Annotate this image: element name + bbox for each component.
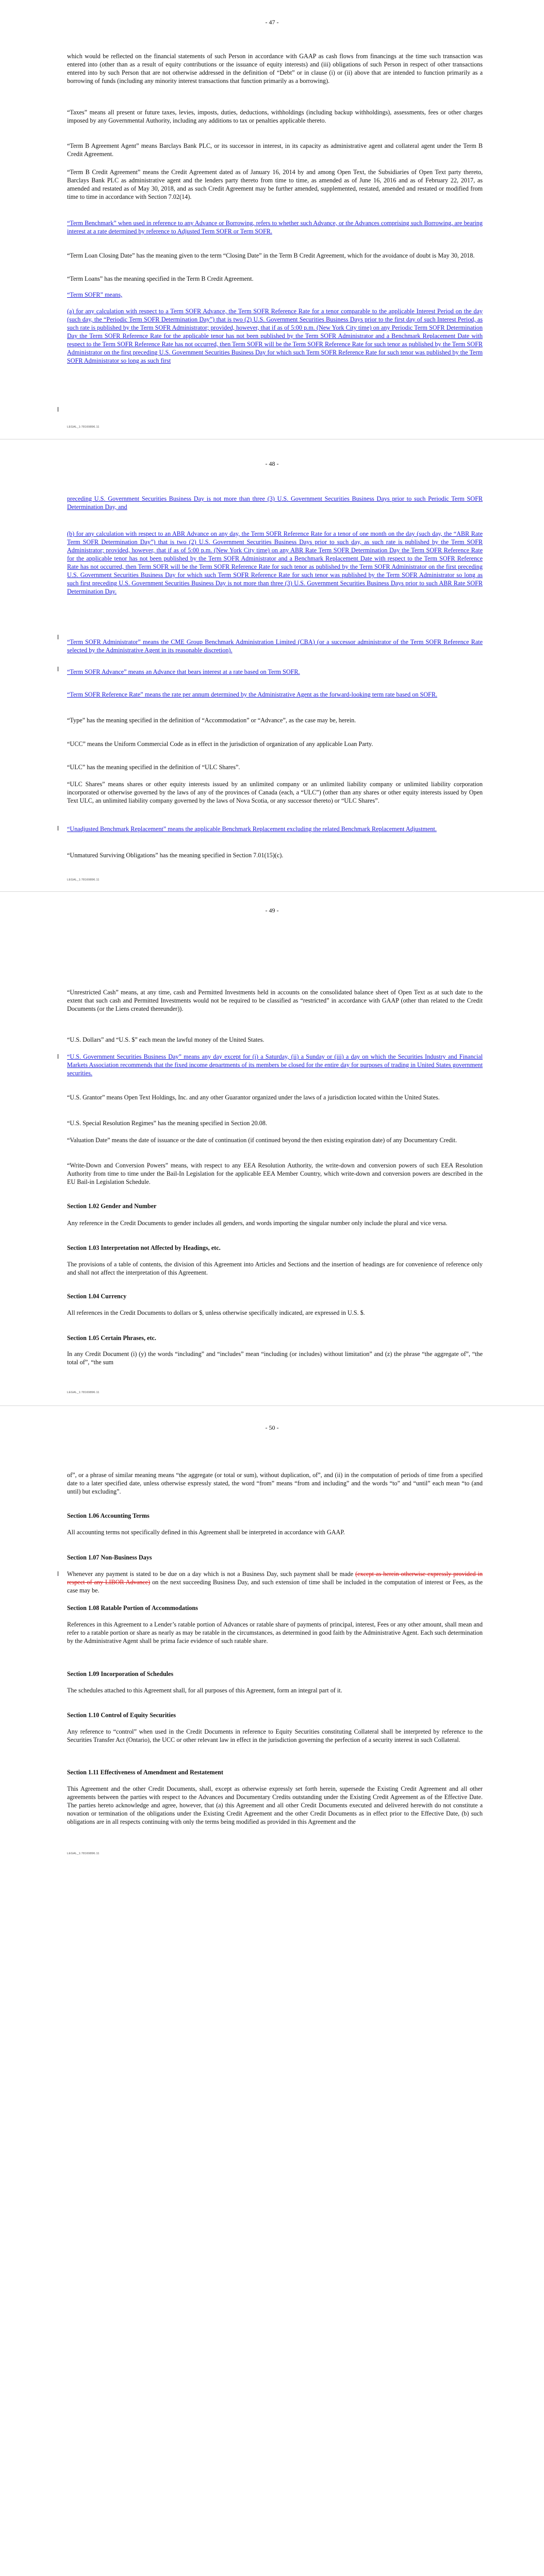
section-1-09-heading: Section 1.09 Incorporation of Schedules bbox=[67, 1670, 174, 1677]
section-1-05-text: In any Credit Document (i) (y) the words “including” and “includes” mean “including (or includes) without limitation” and (z) the phrase “the aggregate of”, “the total of”, “the sum bbox=[67, 1350, 483, 1366]
page-number: - 47 - bbox=[265, 19, 279, 26]
definition-term-b-credit-agreement: “Term B Credit Agreement” means the Credit Agreement dated as of January 16, 2014 by and among Open Text, the Subsidiaries of Open Text party thereto, Barclays Bank PLC as administrative agent and the lenders party thereto from time to time, as amended as of June 16, 2016 and as of February 22, 2017, as amended and restated as of May 30, 2018, and as such Credit Agreement may be further amended, supplemented, restated, amended and restated or modified from time to time in accordance with Section 7.02(14). bbox=[67, 168, 483, 200]
definition-ulc: “ULC” has the meaning specified in the definition of “ULC Shares”. bbox=[67, 764, 240, 771]
section-1-08-heading: Section 1.08 Ratable Portion of Accommodations bbox=[67, 1604, 198, 1612]
section-1-11-heading: Section 1.11 Effectiveness of Amendment and Restatement bbox=[67, 1769, 223, 1776]
definition-us-government-securities-business-day: “U.S. Government Securities Business Day” means any day except for (i) a Saturday, (ii) a Sunday or (iii) a day on which the Securities Industry and Financial Markets Association recommends that the fixed income departments of its members be closed for the entire day for purposes of trading in United States government securities. bbox=[67, 1053, 483, 1077]
page-divider bbox=[0, 1405, 544, 1406]
section-1-07-heading: Section 1.07 Non-Business Days bbox=[67, 1554, 152, 1561]
section-1-06-text: All accounting terms not specifically defined in this Agreement shall be interpreted in accordance with GAAP. bbox=[67, 1529, 345, 1536]
section-1-02-heading: Section 1.02 Gender and Number bbox=[67, 1202, 157, 1210]
section-1-04-text: All references in the Credit Documents to dollars or $, unless otherwise specifically indicated, are expressed in U.S. $. bbox=[67, 1309, 365, 1316]
definition-valuation-date: “Valuation Date” means the date of issuance or the date of continuation (if continued beyond the then existing expiration date) of any Documentary Credit. bbox=[67, 1137, 457, 1144]
definition-unmatured-surviving-obligations: “Unmatured Surviving Obligations” has the meaning specified in Section 7.01(15)(c). bbox=[67, 852, 284, 859]
section-1-03-text: The provisions of a table of contents, the division of this Agreement into Articles and Sections and the insertion of headings are for convenience of reference only and shall not affect the interpretation of this Agreement. bbox=[67, 1261, 483, 1276]
section-1-05-heading: Section 1.05 Certain Phrases, etc. bbox=[67, 1334, 156, 1342]
page-divider bbox=[0, 891, 544, 892]
section-1-10-heading: Section 1.10 Control of Equity Securities bbox=[67, 1711, 176, 1719]
section-1-07-text-start: Whenever any payment is stated to be due on a day which is not a Business Day, such payment shall be made bbox=[67, 1570, 353, 1578]
definition-ulc-shares: “ULC Shares” means shares or other equity interests issued by an unlimited company or an unlimited liability company or unlimited liability corporation incorporated or otherwise governed by the laws of any of the provinces of Canada (each, a “ULC”) (other than any shares or other equity interests issued by Open Text ULC, an unlimited liability company governed by the laws of Nova Scotia, or any successor thereto) or “ULC Shares”. bbox=[67, 781, 483, 804]
definition-term-sofr-advance: “Term SOFR Advance” means an Advance that bears interest at a rate based on Term SOFR. bbox=[67, 668, 300, 675]
section-1-07-text-end: on the next succeeding Business Day, and such extension of time shall be included in the computation of interest or Fees, as the case may be. bbox=[67, 1579, 483, 1594]
deleted-libor-clause: (except as herein otherwise expressly provided in respect of any LIBOR Advance) bbox=[67, 1570, 483, 1586]
term-sofr-clause-a-continuation: preceding U.S. Government Securities Business Day is not more than three (3) U.S. Government Securities Business Days prior to such Periodic Term SOFR Determination Day, and bbox=[67, 495, 483, 511]
definition-term-b-agreement-agent: “Term B Agreement Agent” means Barclays Bank PLC, or its successor in interest, in its capacity as administrative agent and collateral agent under the Term B Credit Agreement. bbox=[67, 142, 483, 158]
section-1-09-text: The schedules attached to this Agreement shall, for all purposes of this Agreement, form an integral part of it. bbox=[67, 1687, 342, 1694]
definition-term-sofr-reference-rate: “Term SOFR Reference Rate” means the rate per annum determined by the Administrative Agent as the forward-looking term rate based on SOFR. bbox=[67, 691, 438, 698]
definition-unadjusted-benchmark-replacement: “Unadjusted Benchmark Replacement” means the applicable Benchmark Replacement excluding the related Benchmark Replacement Adjustment. bbox=[67, 825, 437, 833]
section-1-04-heading: Section 1.04 Currency bbox=[67, 1293, 127, 1300]
section-1-06-heading: Section 1.06 Accounting Terms bbox=[67, 1512, 150, 1519]
section-1-07-text bbox=[67, 1570, 483, 1595]
paragraph-debt-continuation: which would be reflected on the financial statements of such Person in accordance with GAAP as cash flows from financings at the time such transaction was entered into (other than as a result of equity contributions or the issuance of equity interests) and (iii) obligations of such Person in respect of other transactions entered into by such Person that are not otherwise addressed in the definition of “Debt” or in clause (i) or (ii) above that are intended to function primarily as a borrowing of funds (including any minority interest transactions that function primarily as a borrowing). bbox=[67, 53, 483, 84]
definition-term-loan-closing-date: “Term Loan Closing Date” has the meaning given to the term “Closing Date” in the Term B Credit Agreement, which for the avoidance of doubt is May 30, 2018. bbox=[67, 252, 475, 259]
definition-term-benchmark: “Term Benchmark” when used in reference to any Advance or Borrowing, refers to whether such Advance, or the Advances comprising such Borrowing, are bearing interest at a rate determined by reference to Adjusted Term SOFR or Term SOFR. bbox=[67, 219, 483, 235]
page-number: - 49 - bbox=[265, 907, 279, 914]
definition-term-sofr-clause-b: (b) for any calculation with respect to an ABR Advance on any day, the Term SOFR Reference Rate for a tenor of one month on the day (such day, the “ABR Rate Term SOFR Determination Day”) that is two (2) U.S. Government Securities Business Days prior to such day, as such rate is published by the Term SOFR Administrator; provided, however, that if as of 5:00 p.m. (New York City time) on any ABR Rate Term SOFR Determination Day the Term SOFR Reference Rate for the applicable tenor has not been published by the Term SOFR Administrator and a Benchmark Replacement Date with respect to the Term SOFR Reference Rate has not occurred, then Term SOFR will be the Term SOFR Reference Rate for such tenor as published by the Term SOFR Administrator on the first preceding U.S. Government Securities Business Day for which such Term SOFR Reference Rate for such tenor was published by the Term SOFR Administrator so long as such first preceding U.S. Government Securities Business Day is not more than three (3) U.S. Government Securities Business Days prior to such ABR Rate SOFR Determination Day. bbox=[67, 530, 483, 595]
page-number: - 48 - bbox=[265, 460, 279, 467]
section-1-11-text: This Agreement and the other Credit Documents, shall, except as otherwise expressly set forth herein, supersede the Existing Credit Agreement and all other agreements between the parties with respect to the Advances and Documentary Credits outstanding under the Existing Credit Agreement as of the Effective Date. The parties hereto acknowledge and agree, however, that (a) this Agreement and all other Credit Documents executed and delivered herewith do not constitute a novation or termination of the obligations under the Existing Credit Agreement and the other Credit Documents as in effect prior to the Effective Date, (b) such obligations are in all respects continuing with only the terms being modified as provided in this Agreement and the bbox=[67, 1785, 483, 1825]
document-footer: LEGAL_1:78169896.11 bbox=[67, 1852, 100, 1855]
section-1-02-text: Any reference in the Credit Documents to gender includes all genders, and words importing the singular number only include the plural and vice versa. bbox=[67, 1219, 448, 1227]
section-1-10-text: Any reference to “control” when used in the Credit Documents in reference to Equity Securities constituting Collateral shall be interpreted by reference to the Securities Transfer Act (Ontario), the UCC or other relevant law in effect in the jurisdiction governing the perfection of a security interest in such Collateral. bbox=[67, 1728, 483, 1743]
page-number: - 50 - bbox=[265, 1424, 279, 1431]
definition-type: “Type” has the meaning specified in the definition of “Accommodation” or “Advance”, as the case may be, herein. bbox=[67, 717, 356, 724]
definition-term-loans: “Term Loans” has the meaning specified in the Term B Credit Agreement. bbox=[67, 275, 254, 282]
definition-term-sofr-heading: “Term SOFR” means, bbox=[67, 291, 123, 298]
definition-term-sofr-administrator: “Term SOFR Administrator” means the CME Group Benchmark Administration Limited (CBA) (or a successor administrator of the Term SOFR Reference Rate selected by the Administrative Agent in its reasonable discretion). bbox=[67, 638, 483, 654]
definition-term-sofr-clause-a: (a) for any calculation with respect to a Term SOFR Advance, the Term SOFR Reference Rate for a tenor comparable to the applicable Interest Period on the day (such day, the “Periodic Term SOFR Determination Day”) that is two (2) U.S. Government Securities Business Days prior to the first day of such Interest Period, as such rate is published by the Term SOFR Administrator; provided, however, that if as of 5:00 p.m. (New York City time) on any Periodic Term SOFR Determination Day the Term SOFR Reference Rate for the applicable tenor has not been published by the Term SOFR Administrator and a Benchmark Replacement Date with respect to the Term SOFR Reference Rate has not occurred, then Term SOFR will be the Term SOFR Reference Rate for such tenor as published by the Term SOFR Administrator on the first preceding U.S. Government Securities Business Day for which such Term SOFR Reference Rate for such tenor was published by the Term SOFR Administrator so long as such first bbox=[67, 308, 483, 364]
definition-us-grantor: “U.S. Grantor” means Open Text Holdings, Inc. and any other Guarantor organized under the laws of a jurisdiction located within the United States. bbox=[67, 1094, 440, 1101]
section-1-08-text: References in this Agreement to a Lender’s ratable portion of Advances or ratable share of payments of principal, interest, Fees or any other amount, shall mean and refer to a ratable portion or share as nearly as may be ratable in the circumstances, as determined in good faith by the Administrative Agent. Each such determination by the Administrative Agent shall be prima facie evidence of such ratable share. bbox=[67, 1621, 483, 1645]
definition-unrestricted-cash: “Unrestricted Cash” means, at any time, cash and Permitted Investments held in accounts on the consolidated balance sheet of Open Text as at such date to the extent that such cash and Permitted Investments would not be required to be classified as “restricted” in accordance with GAAP (other than related to the Credit Documents (or the Liens created thereunder)). bbox=[67, 989, 483, 1012]
definition-us-special-resolution-regimes: “U.S. Special Resolution Regimes” has the meaning specified in Section 20.08. bbox=[67, 1120, 267, 1127]
section-1-03-heading: Section 1.03 Interpretation not Affected by Headings, etc. bbox=[67, 1244, 221, 1251]
document-footer: LEGAL_1:78169896.11 bbox=[67, 426, 100, 429]
document-footer: LEGAL_1:78169896.11 bbox=[67, 1391, 100, 1394]
document-footer: LEGAL_1:78169896.11 bbox=[67, 878, 100, 882]
section-1-05-continuation: of”, or a phrase of similar meaning means “the aggregate (or total or sum), without duplication, of”, and (ii) in the computation of periods of time from a specified date to a later specified date, unless otherwise expressly stated, the word “from” means “from and including” and the words “to” and “until” each mean “to (and until) but excluding”. bbox=[67, 1471, 483, 1495]
definition-us-dollars: “U.S. Dollars” and “U.S. $” each mean the lawful money of the United States. bbox=[67, 1036, 265, 1043]
definition-taxes: “Taxes” means all present or future taxes, levies, imposts, duties, deductions, withholdings (including backup withholdings), assessments, fees or other charges imposed by any Governmental Authority, including any additions to tax or penalties applicable thereto. bbox=[67, 109, 483, 124]
definition-write-down-and-conversion-powers: “Write-Down and Conversion Powers” means, with respect to any EEA Resolution Authority, the write-down and conversion powers of such EEA Resolution Authority from time to time under the Bail-In Legislation for the applicable EEA Member Country, which write-down and conversion powers are described in the EU Bail-in Legislation Schedule. bbox=[67, 1162, 483, 1185]
definition-ucc: “UCC” means the Uniform Commercial Code as in effect in the jurisdiction of organization of any applicable Loan Party. bbox=[67, 740, 373, 748]
